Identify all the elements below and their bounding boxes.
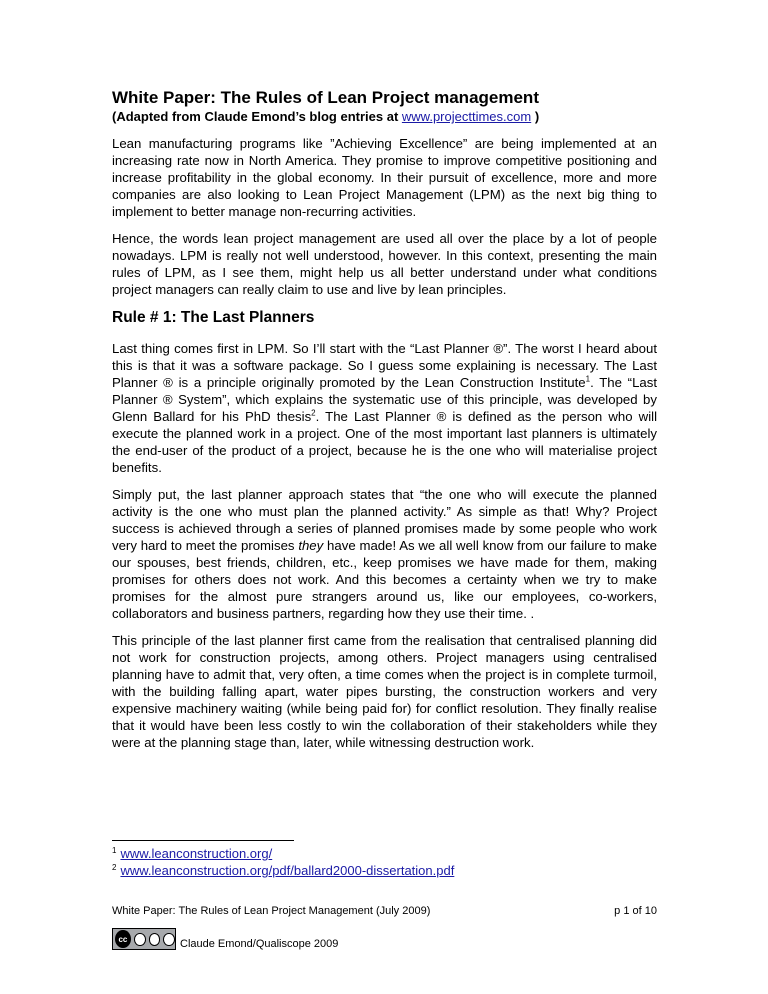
subtitle-prefix: (Adapted from Claude Emond’s blog entries at — [112, 109, 402, 124]
footnote-link[interactable]: www.leanconstruction.org/ — [120, 846, 273, 861]
projecttimes-link[interactable]: www.projecttimes.com — [401, 109, 532, 124]
rule1-p2-emphasis: they — [298, 538, 324, 553]
footnote-ref-1[interactable]: 1 — [585, 374, 591, 384]
document-page — [112, 88, 657, 761]
cc-attribution-icon — [134, 933, 146, 946]
intro-paragraph-2: Hence, the words lean project management are used all over the place by a lot of people nowadays. LPM is really not well understood, however. In this context, presenting the main rules of LPM, as I see them, might help us all better understand under what conditions project managers can really claim to use and live by lean principles. — [112, 231, 657, 297]
rule1-p2-text-a: Simply put, the last planner approach states that “the one who will execute the planned activity is the one who must plan the planned activity.” As simple as that! Why? Project success is achieved through a series of planned promises made by some people who work very hard to meet the promises — [112, 487, 657, 553]
footnotes — [112, 840, 657, 879]
subtitle-suffix: ) — [531, 109, 540, 124]
footnote-number: 2 — [112, 863, 117, 872]
cc-noncommercial-icon — [149, 933, 161, 946]
footnote-divider — [112, 840, 294, 841]
rule1-heading: Rule # 1: The Last Planners — [112, 309, 315, 326]
footnote-link[interactable]: www.leanconstruction.org/pdf/ballard2000-dissertation.pdf — [120, 863, 455, 878]
page-number: p 1 of 10 — [614, 905, 657, 917]
license-block — [112, 924, 338, 950]
subtitle — [112, 108, 657, 125]
rule1-p1-text-b: . The “Last Planner ® System”, which explains the systematic use of this principle, was developed by Glenn Ballard for his PhD thesis — [112, 375, 658, 424]
intro-paragraph-1: Lean manufacturing programs like ”Achieving Excellence” are being implemented at an increasing rate now in North America. They promise to improve competitive positioning and increase profitability in the global economy. In their pursuit of excellence, more and more companies are also looking to Lean Project Management (LPM) as the next big thing to implement to better manage non-recurring activities. — [112, 136, 657, 219]
cc-logo-icon: cc — [115, 930, 131, 948]
copyright-text: Claude Emond/Qualiscope 2009 — [180, 938, 339, 950]
footnote-number: 1 — [112, 846, 117, 855]
footnote-ref-2[interactable]: 2 — [311, 408, 316, 418]
creative-commons-icon — [112, 928, 176, 950]
rule1-p1-text-a: Last thing comes first in LPM. So I’ll start with the “Last Planner ®”. The worst I heard about this is that it was a software package. So I guess some explaining is necessary. The Last Planner ® is a principle originally promoted by the Lean Construction Institute — [112, 341, 657, 390]
rule1-paragraph-3: This principle of the last planner first came from the realisation that centralised planning did not work for construction projects, among others. Project managers using centralised planning have to admit that, very often, a time comes when the project is in complete turmoil, with the building falling apart, water pipes bursting, the construction workers and very expensive machinery waiting (while being paid for) for conflict resolution. They finally realise that it would have been less costly to win the collaboration of their stakeholders while they were at the planning stage than, later, while witnessing destruction work. — [112, 633, 657, 750]
page-footer — [112, 905, 657, 917]
footer-title: White Paper: The Rules of Lean Project Management (July 2009) — [112, 905, 431, 917]
footnote-2 — [112, 862, 657, 879]
rule1-paragraph-2 — [112, 486, 657, 622]
rule1-p2-text-b: have made! As we all well know from our failure to make our spouses, best friends, children, etc., keep promises we have made for them, making promises for others does not work. And this becomes a certainty when we try to make promises for the almost pure strangers around us, like our employees, co-workers, collaborators and business partners, regarding how they use their time. . — [112, 538, 658, 621]
rule1-p1-text-c: . The Last Planner ® is defined as the person who will execute the planned work in a project. One of the most important last planners is ultimately the end-user of the product of a project, because he is the one who will materialise project benefits. — [112, 409, 657, 475]
footnote-1 — [112, 845, 657, 862]
rule1-paragraph-1 — [112, 340, 657, 476]
page-title: White Paper: The Rules of Lean Project management — [112, 88, 539, 107]
cc-sharealike-icon — [163, 933, 175, 946]
